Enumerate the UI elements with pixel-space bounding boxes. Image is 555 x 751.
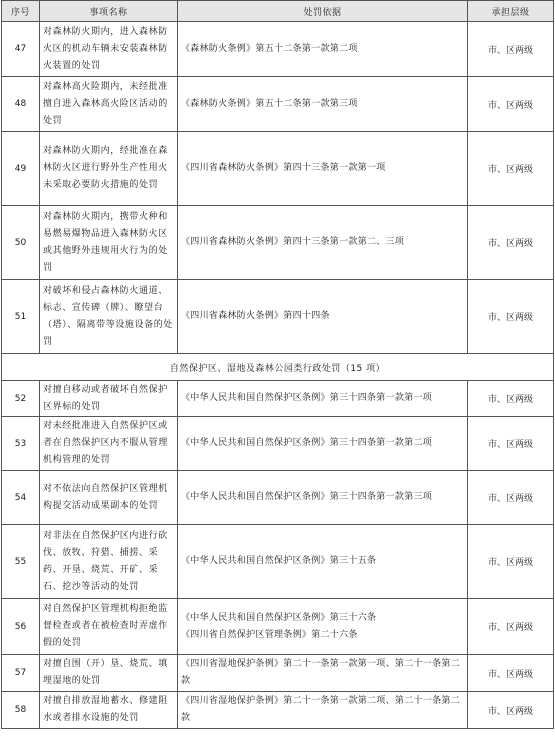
table-row	[2, 692, 554, 729]
responsibility-level: 市、区两级	[468, 692, 554, 729]
row-number: 56	[2, 599, 40, 655]
penalty-basis: 《四川省森林防火条例》第四十三条第一款第二、三项	[178, 206, 468, 280]
responsibility-level: 市、区两级	[468, 22, 554, 77]
header-no: 序号	[2, 1, 40, 22]
responsibility-level: 市、区两级	[468, 525, 554, 599]
item-name: 对非法在自然保护区内进行砍伐、放牧、狩猎、捕捞、采药、开垦、烧荒、开矿、采石、挖沙等活动的处罚	[40, 525, 178, 599]
row-number: 57	[2, 655, 40, 692]
table-row	[2, 22, 554, 77]
table-row	[2, 381, 554, 417]
penalty-basis: 《四川省森林防火条例》第四十三条第一款第一项	[178, 132, 468, 206]
item-name: 对未经批准进入自然保护区或者在自然保护区内不服从管理机构管理的处罚	[40, 417, 178, 471]
row-number: 47	[2, 22, 40, 77]
row-number: 49	[2, 132, 40, 206]
item-name: 对擅自移动或者破坏自然保护区界标的处罚	[40, 381, 178, 417]
penalty-basis: 《森林防火条例》第五十二条第一款第三项	[178, 77, 468, 132]
row-number: 54	[2, 471, 40, 525]
table-row	[2, 525, 554, 599]
penalty-basis: 《森林防火条例》第五十二条第一款第二项	[178, 22, 468, 77]
responsibility-level: 市、区两级	[468, 599, 554, 655]
header-level: 承担层级	[468, 1, 554, 22]
row-number: 55	[2, 525, 40, 599]
table-header-row	[2, 1, 554, 22]
section-title: 自然保护区、湿地及森林公园类行政处罚（15 项）	[2, 354, 554, 381]
item-name: 对森林防火期内，进入森林防火区的机动车辆未安装森林防火装置的处罚	[40, 22, 178, 77]
penalty-basis: 《四川省森林防火条例》第四十四条	[178, 280, 468, 354]
penalty-basis: 《中华人民共和国自然保护区条例》第三十四条第一款第二项	[178, 417, 468, 471]
table-row	[2, 655, 554, 692]
penalty-basis: 《四川省湿地保护条例》第二十一条第一款第一项、第二十一条第二款	[178, 655, 468, 692]
item-name: 对自然保护区管理机构拒绝监督检查或者在被检查时弄虚作假的处罚	[40, 599, 178, 655]
section-row	[2, 354, 554, 381]
table-row	[2, 132, 554, 206]
table-row	[2, 280, 554, 354]
penalty-basis: 《中华人民共和国自然保护区条例》第三十四条第一款第三项	[178, 471, 468, 525]
row-number: 48	[2, 77, 40, 132]
item-name: 对不依法向自然保护区管理机构提交活动成果副本的处罚	[40, 471, 178, 525]
item-name: 对破坏和侵占森林防火通道、标志、宣传碑（牌）、瞭望台（塔）、隔离带等设施设备的处罚	[40, 280, 178, 354]
row-number: 51	[2, 280, 40, 354]
responsibility-level: 市、区两级	[468, 655, 554, 692]
responsibility-level: 市、区两级	[468, 381, 554, 417]
penalty-basis-cell	[178, 599, 468, 655]
penalty-basis: 《中华人民共和国自然保护区条例》第三十四条第一款第一项	[178, 381, 468, 417]
row-number: 50	[2, 206, 40, 280]
row-number: 52	[2, 381, 40, 417]
table-row	[2, 471, 554, 525]
penalty-basis: 《四川省自然保护区管理条例》第二十六条	[181, 629, 358, 640]
table-row	[2, 77, 554, 132]
row-number: 58	[2, 692, 40, 729]
item-name: 对森林高火险期内，未经批准擅自进入森林高火险区活动的处罚	[40, 77, 178, 132]
responsibility-level: 市、区两级	[468, 77, 554, 132]
header-basis: 处罚依据	[178, 1, 468, 22]
penalty-basis: 《中华人民共和国自然保护区条例》第三十六条	[181, 612, 377, 623]
responsibility-level: 市、区两级	[468, 206, 554, 280]
item-name: 对擅自排放湿地蓄水、修建阻水或者排水设施的处罚	[40, 692, 178, 729]
penalty-table	[1, 0, 554, 729]
penalty-basis: 《四川省湿地保护条例》第二十一条第一款第二项、第二十一条第二款	[178, 692, 468, 729]
row-number: 53	[2, 417, 40, 471]
table-row	[2, 599, 554, 655]
responsibility-level: 市、区两级	[468, 280, 554, 354]
item-name: 对擅自围（开）垦、烧荒、填埋湿地的处罚	[40, 655, 178, 692]
table-row	[2, 417, 554, 471]
table-row	[2, 206, 554, 280]
item-name: 对森林防火期内，经批准在森林防火区进行野外生产性用火未采取必要防火措施的处罚	[40, 132, 178, 206]
penalty-basis: 《中华人民共和国自然保护区条例》第三十五条	[178, 525, 468, 599]
responsibility-level: 市、区两级	[468, 471, 554, 525]
header-name: 事项名称	[40, 1, 178, 22]
responsibility-level: 市、区两级	[468, 132, 554, 206]
responsibility-level: 市、区两级	[468, 417, 554, 471]
item-name: 对森林防火期内，携带火种和易燃易爆物品进入森林防火区或其他野外违规用火行为的处罚	[40, 206, 178, 280]
